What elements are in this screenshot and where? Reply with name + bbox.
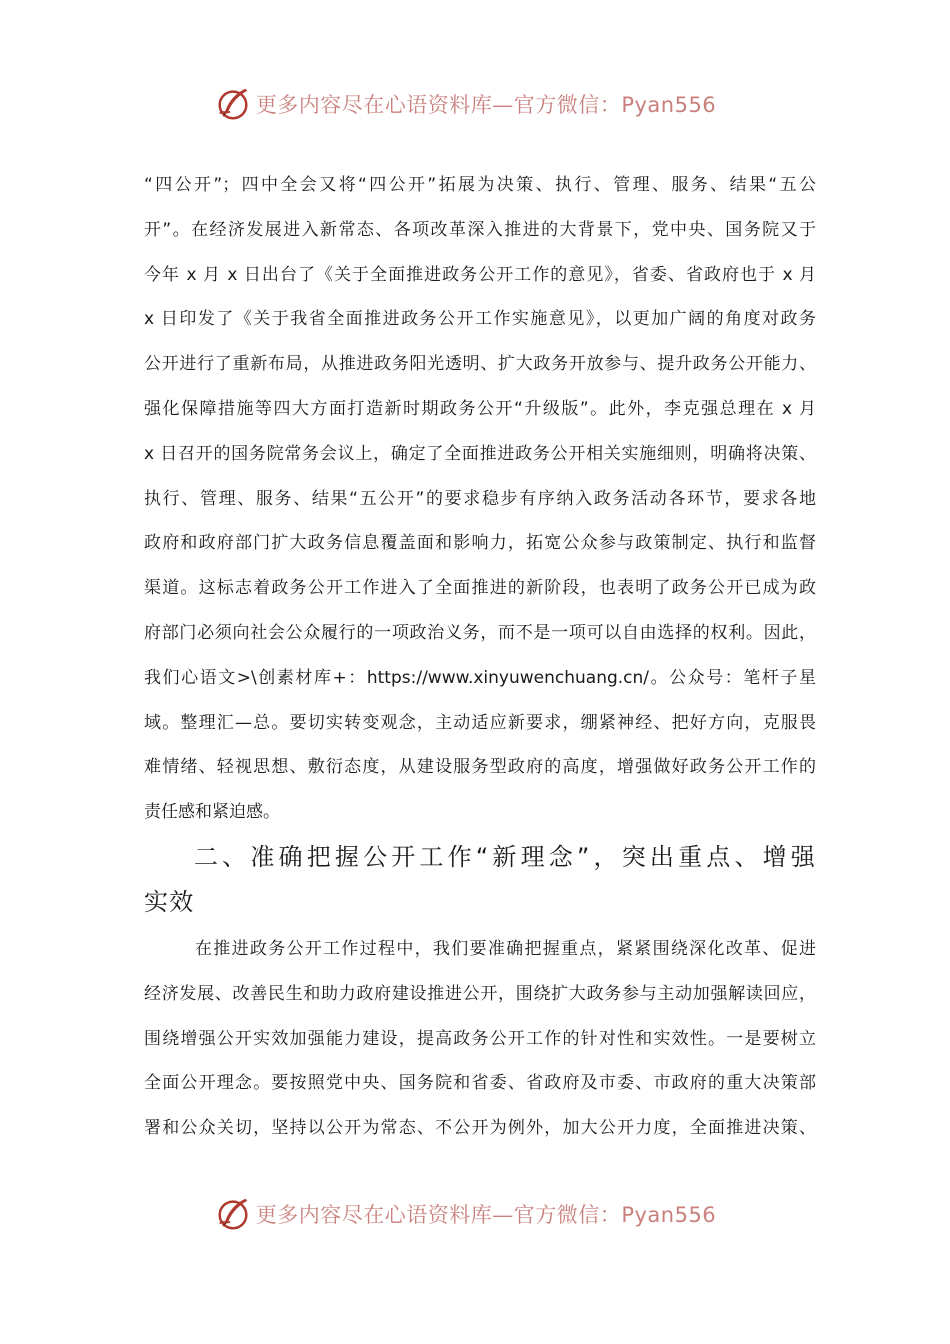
banner-text — [256, 89, 716, 119]
paragraph-1-line: 府部门必须向社会公众履行的一项政治义务，而不是一项可以自由选择的权利。因此， — [144, 622, 816, 643]
banner-wechat-id: Pyan556 — [621, 1203, 717, 1227]
section-heading-line: 二、准确把握公开工作“新理念”，突出重点、增强 — [194, 842, 816, 871]
paragraph-1-line: 责任感和紧迫感。 — [144, 802, 280, 823]
paragraph-1-line: 开”。在经济发展进入新常态、各项改革深入推进的大背景下，党中央、国务院又于 — [144, 219, 816, 240]
quill-pen-logo-icon — [214, 85, 252, 123]
footer-watermark-banner — [0, 1192, 950, 1236]
banner-text — [256, 1199, 716, 1229]
document-body — [144, 163, 816, 1151]
banner-wechat-id: Pyan556 — [621, 93, 717, 117]
paragraph-1 — [144, 163, 816, 835]
section-heading-line: 实效 — [144, 887, 195, 916]
paragraph-1-line: x 日印发了《关于我省全面推进政务公开工作实施意见》，以更加广阔的角度对政务 — [144, 309, 816, 330]
paragraph-1-line: 域。整理汇—总。要切实转变观念，主动适应新要求，绷紧神经、把好方向，克服畏 — [144, 712, 816, 733]
paragraph-2-line: 署和公众关切，坚持以公开为常态、不公开为例外，加大公开力度，全面推进决策、 — [144, 1118, 816, 1139]
section-heading — [144, 835, 816, 925]
paragraph-2-line: 在推进政务公开工作过程中，我们要准确把握重点，紧紧围绕深化改革、促进 — [195, 938, 816, 959]
paragraph-1-line: 渠道。这标志着政务公开工作进入了全面推进的新阶段，也表明了政务公开已成为政 — [144, 578, 816, 599]
paragraph-1-line: 公开进行了重新布局，从推进政务阳光透明、扩大政务开放参与、提升政务公开能力、 — [144, 354, 816, 375]
banner-text-cn: 更多内容尽在心语资料库—官方微信： — [255, 93, 622, 117]
banner-text-cn: 更多内容尽在心语资料库—官方微信： — [255, 1203, 622, 1227]
banner-inner — [214, 1195, 716, 1233]
paragraph-1-line: 难情绪、轻视思想、敷衍态度，从建设服务型政府的高度，增强做好政务公开工作的 — [144, 757, 816, 778]
paragraph-2-line: 经济发展、改善民生和助力政府建设推进公开，围绕扩大政务参与主动加强解读回应， — [144, 983, 816, 1004]
paragraph-1-line: “四公开”；四中全会又将“四公开”拓展为决策、执行、管理、服务、结果“五公 — [144, 175, 816, 195]
paragraph-2 — [144, 927, 816, 1151]
banner-inner — [214, 85, 716, 123]
paragraph-1-line: 执行、管理、服务、结果“五公开”的要求稳步有序纳入政务活动各环节，要求各地 — [144, 488, 816, 509]
paragraph-1-line: 今年 x 月 x 日出台了《关于全面推进政务公开工作的意见》，省委、省政府也于 x 月 — [144, 264, 816, 285]
paragraph-1-line: 强化保障措施等四大方面打造新时期政务公开“升级版”。此外，李克强总理在 x 月 — [144, 398, 816, 419]
header-watermark-banner — [0, 82, 950, 126]
paragraph-1-line: x 日召开的国务院常务会议上，确定了全面推进政务公开相关实施细则，明确将决策、 — [144, 443, 816, 464]
quill-pen-logo-icon — [214, 1195, 252, 1233]
paragraph-1-line: 政府和政府部门扩大政务信息覆盖面和影响力，拓宽公众参与政策制定、执行和监督 — [144, 533, 816, 554]
paragraph-1-line: 我们心语文>\创素材库+：https://www.xinyuwenchuang.cn/。公众号：笔杆子星 — [144, 667, 816, 688]
paragraph-2-line: 围绕增强公开实效加强能力建设，提高政务公开工作的针对性和实效性。一是要树立 — [144, 1028, 816, 1049]
paragraph-2-line: 全面公开理念。要按照党中央、国务院和省委、省政府及市委、市政府的重大决策部 — [144, 1073, 816, 1094]
